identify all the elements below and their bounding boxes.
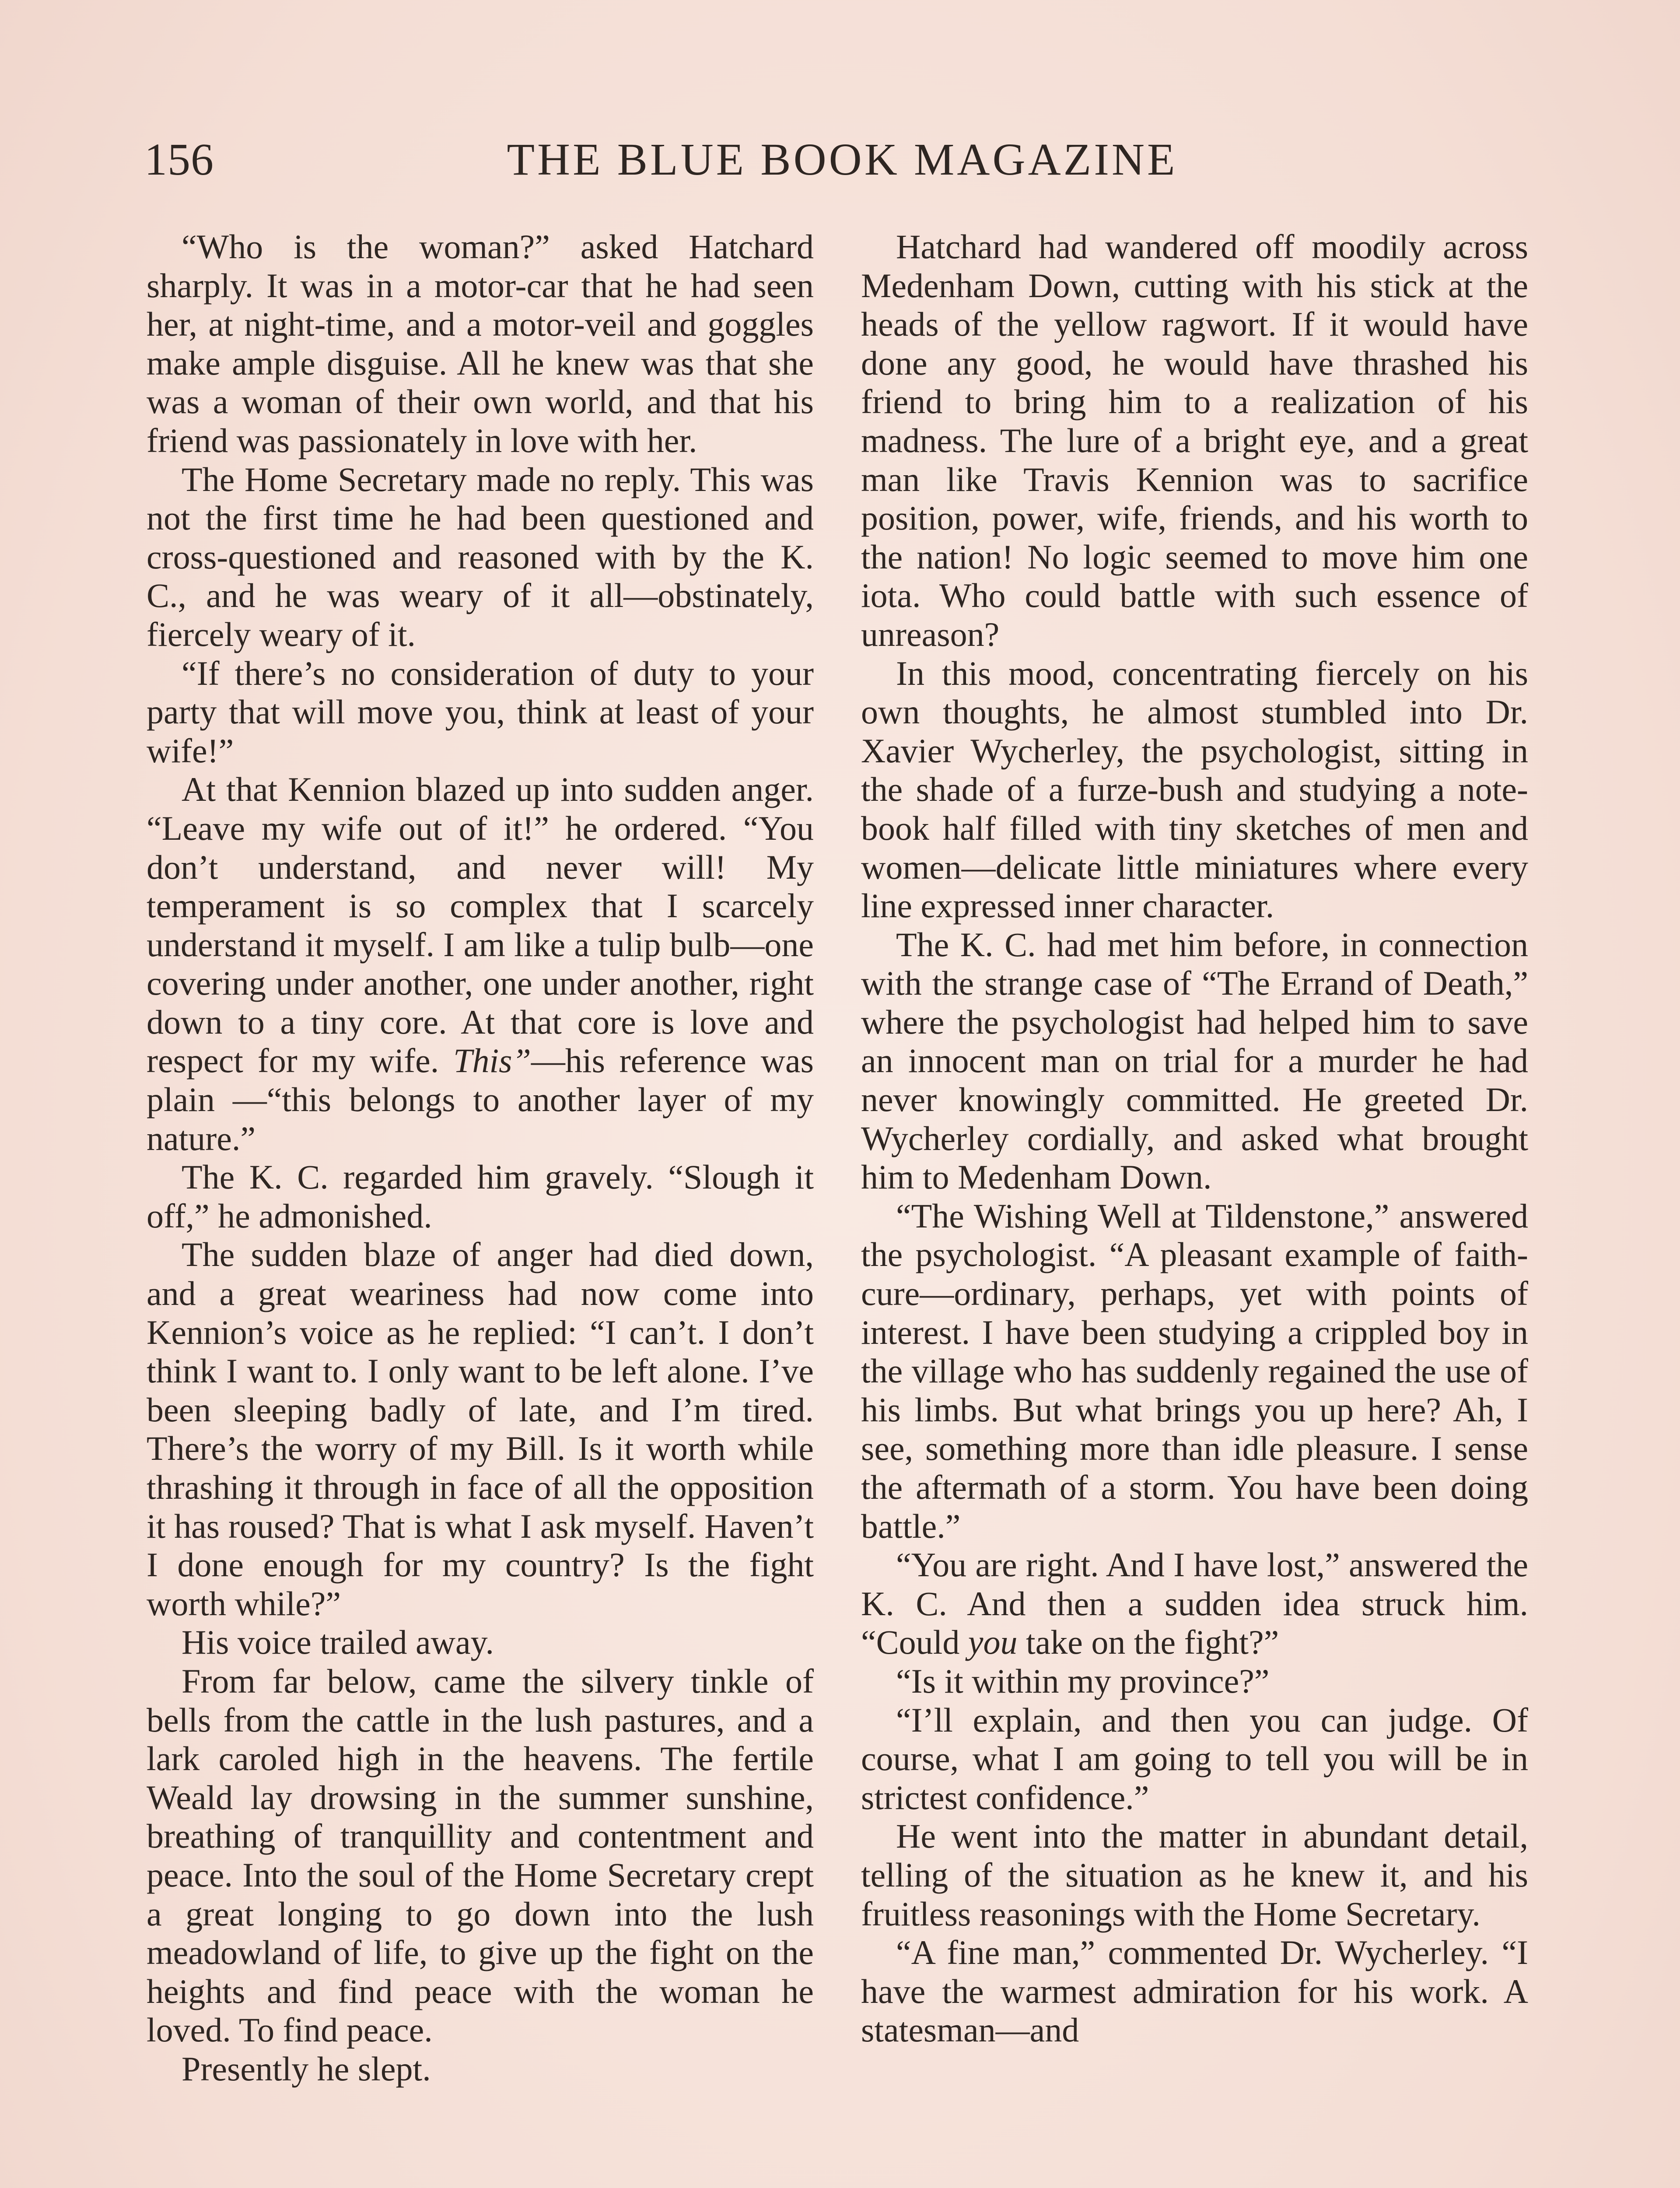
paragraph: He went into the matter in abundant detail, telling of the situation as he knew it, and his fruitless reasonings with the Home Secretary. [861,1817,1528,1933]
paragraph: “If there’s no consideration of duty to your party that will move you, think at least of your wife!” [147,654,814,770]
dash: — [531,1041,565,1080]
paragraph: “Who is the woman?” asked Hatchard sharply. It was in a motor-car that he had seen her, at night-time, and a motor-veil and goggles make ample disguise. All he knew was that she was a woman of their own world, and that his friend was passionately in love with her. [147,228,814,459]
page-number: 156 [144,134,214,185]
paragraph: Hatchard had wandered off moodily across Medenham Down, cutting with his stick at the heads of the yellow ragwort. If it would have done any good, he would have thrashed his friend to bring him to a realization of his madness. The lure of a bright eye, and a great man like Travis Kennion was to sacrifice position, power, wife, friends, and his worth to the nation! No logic seemed to move him one iota. Who could battle with such essence of unreason? [861,228,1528,653]
paragraph-text: At that Kennion blazed up into sudden anger. “Leave my wife out of it!” he ordered. “You don’t understand, and never will! My temperament is so complex that I scarcely understand it myself. I am like a tulip bulb—one covering under another, one under another, right down to a tiny core. At that core is love and respect for my wife. [147,770,814,1080]
magazine-title: THE BLUE BOOK MAGAZINE [507,134,1178,185]
paragraph: His voice trailed away. [182,1623,494,1662]
paragraph: The K. C. regarded him gravely. “Slough it off,” he admonished. [147,1158,814,1235]
italic-emphasis: This” [453,1041,531,1080]
paragraph: “I’ll explain, and then you can judge. Of course, what I am going to tell you will be in strictest confidence.” [861,1701,1528,1816]
italic-emphasis: you [968,1623,1018,1662]
paragraph-text: take on the fight?” [1026,1623,1279,1662]
left-column [147,228,814,2188]
paragraph-text: “You are right. And I have lost,” answered the K. C. And then a sudden idea struck him. “Could [861,1546,1528,1662]
paragraph: “Is it within my province?” [896,1662,1270,1700]
paragraph: “The Wishing Well at Tildenstone,” answered the psychologist. “A pleasant example of faith-cure—ordinary, perhaps, yet with points of interest. I have been studying a crippled boy in the village who has suddenly regained the use of his limbs. But what brings you up here? Ah, I see, something more than idle pleasure. I sense the aftermath of a storm. You have been doing battle.” [861,1196,1528,1545]
right-column [861,228,1528,2188]
paragraph: The Home Secretary made no reply. This was not the first time he had been questioned and cross-questioned and reasoned with by the K. C., and he was weary of it all—obstinately, fiercely weary of it. [147,460,814,653]
paragraph-text: his reference was plain —“this belongs to another layer of my nature.” [147,1041,814,1157]
paragraph [147,770,814,1158]
paragraph: The sudden blaze of anger had died down, and a great weariness had now come into Kennion’s voice as he replied: “I can’t. I don’t think I want to. I only want to be left alone. I’ve been sleeping badly of late, and I’m tired. There’s the worry of my Bill. Is it worth while thrashing it through in face of all the opposition it has roused? That is what I ask myself. Haven’t I done enough for my country? Is the fight worth while?” [147,1235,814,1623]
paragraph: Presently he slept. [182,2049,431,2088]
paragraph: “A fine man,” commented Dr. Wycherley. “I have the warmest admiration for his work. A statesman—and [861,1933,1528,2049]
paragraph: In this mood, concentrating fiercely on his own thoughts, he almost stumbled into Dr. Xavier Wycherley, the psychologist, sitting in the shade of a furze-bush and studying a note-book half filled with tiny sketches of men and women—delicate little miniatures where every line expressed inner character. [861,654,1528,925]
paragraph: From far below, came the silvery tinkle of bells from the cattle in the lush pastures, and a lark caroled high in the heavens. The fertile Weald lay drowsing in the summer sunshine, breathing of tranquillity and contentment and peace. Into the soul of the Home Secretary crept a great longing to go down into the lush meadowland of life, to give up the fight on the heights and find peace with the woman he loved. To find peace. [147,1662,814,2049]
page-header [144,131,1247,188]
paragraph [861,1546,1528,1662]
paragraph: The K. C. had met him before, in connection with the strange case of “The Errand of Death,” where the psychologist had helped him to save an innocent man on trial for a murder he had never knowingly committed. He greeted Dr. Wycherley cordially, and asked what brought him to Medenham Down. [861,925,1528,1196]
